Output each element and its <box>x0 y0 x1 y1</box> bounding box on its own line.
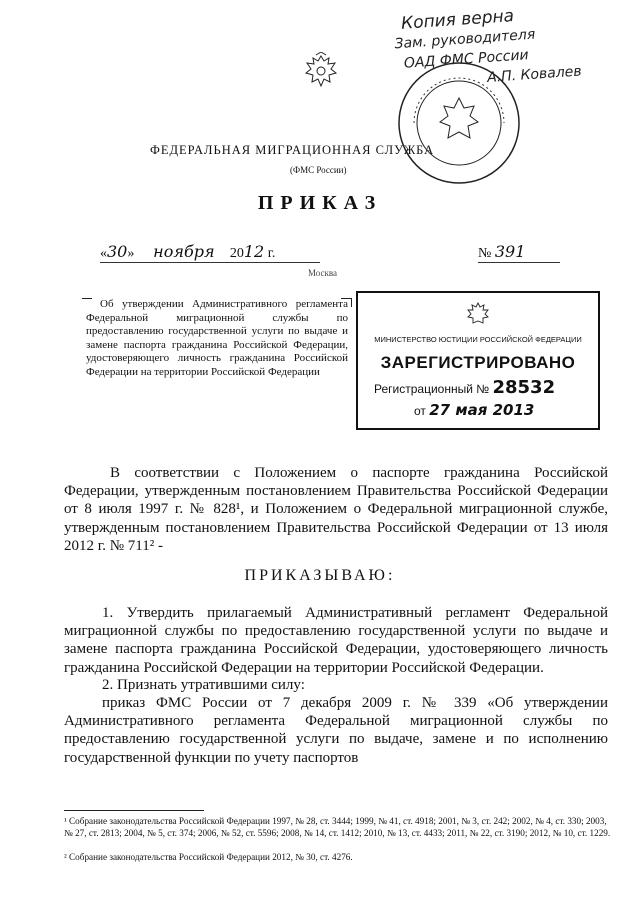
stamp-date-label: от <box>414 404 426 418</box>
order-item-3: приказ ФМС России от 7 декабря 2009 г. № 339 «Об утверждении Административного регламента Федеральной миграционной службы по предоставлению государственной услуги по выдаче, замене и по исполнению государственной функции по учету паспортов <box>64 695 608 766</box>
date-year-prefix: 20 <box>229 246 244 261</box>
subject-text: Об утверждении Административного регламента Федеральной миграционной службы по предоставлению государственной услуги по выдаче и замене паспорта гражданина Российской Федерации, удостоверяющего личность гражданина Российской Федерации на территории Российской Федерации <box>86 298 348 378</box>
order-number <box>478 242 560 263</box>
certification-line-1: Копия верна <box>400 6 515 34</box>
footnote-2: ² Собрание законодательства Российской Федерации 2012, № 30, ст. 4276. <box>64 852 353 862</box>
document-title: ПРИКАЗ <box>257 192 383 214</box>
order-item-1: 1. Утвердить прилагаемый Административный регламент Федеральной миграционной службы по предоставлению государственной услуги по выдаче и замене паспорта гражданина Российской Федерации, удостоверяющего личность гражданина Российской Федерации на территории Российской Федерации. <box>64 605 608 676</box>
stamp-date-value: 27 мая 2013 <box>429 401 535 419</box>
footnote-1: ¹ Собрание законодательства Российской Федерации 1997, № 28, ст. 3444; 1999, № 41, ст. 4918; 2001, № 3, ст. 242; 2002, № 4, ст. 330; 2003, № 27, ст. 2813; 2004, № 5, ст. 374; 2006, № 52, ст. 5596; 2008, № 14, ст. 1412; 2010, № 13, ст. 4433; 2011, № 22, ст. 3190; 2012, № 10, ст. 1229. <box>64 816 611 838</box>
number-prefix: № <box>478 246 492 261</box>
city: Москва <box>308 268 337 278</box>
subject-block <box>86 298 348 379</box>
certification-line-2: Зам. руководителя <box>394 26 536 53</box>
agency-short-name: (ФМС России) <box>290 165 347 175</box>
footnote-divider <box>64 810 204 811</box>
date-close-quote: » <box>127 246 135 261</box>
state-emblem-icon <box>302 52 340 92</box>
certification-note <box>393 0 638 94</box>
preamble-paragraph: В соответствии с Положением о паспорте гражданина Российской Федерации, утвержденным постановлением Правительства Российской Федерации от 8 июля 1997 г. № 828¹, и Положением о Федеральной миграционной службе, утвержденным постановлением Правительства Российской Федерации от 13 июля 2012 г. № 711² - <box>64 465 608 554</box>
certification-line-4: А.П. Ковалев <box>486 63 583 87</box>
date-year-unit: г. <box>267 246 276 261</box>
date-day: 30 <box>107 242 128 261</box>
stamp-reg-label: Регистрационный № <box>374 382 490 396</box>
order-item-2: 2. Признать утратившими силу: <box>102 677 305 693</box>
certification-line-3: ОАД ФМС России <box>403 47 530 72</box>
date-open-quote: « <box>100 246 107 261</box>
number-value: 391 <box>494 242 526 261</box>
stamp-emblem-icon <box>467 301 489 327</box>
date-year-suffix: 12 <box>243 242 265 261</box>
agency-name: ФЕДЕРАЛЬНАЯ МИГРАЦИОННАЯ СЛУЖБА <box>150 143 435 157</box>
date-month: ноября <box>153 242 215 261</box>
order-date <box>100 242 320 263</box>
stamp-registered: ЗАРЕГИСТРИРОВАНО <box>380 353 576 372</box>
stamp-reg-value: 28532 <box>492 377 556 398</box>
stamp-reg-number <box>374 377 555 398</box>
order-word: ПРИКАЗЫВАЮ: <box>244 567 396 584</box>
registration-stamp <box>356 291 600 430</box>
stamp-reg-date <box>414 401 534 419</box>
stamp-ministry: МИНИСТЕРСТВО ЮСТИЦИИ РОССИЙСКОЙ ФЕДЕРАЦИИ <box>374 335 582 344</box>
